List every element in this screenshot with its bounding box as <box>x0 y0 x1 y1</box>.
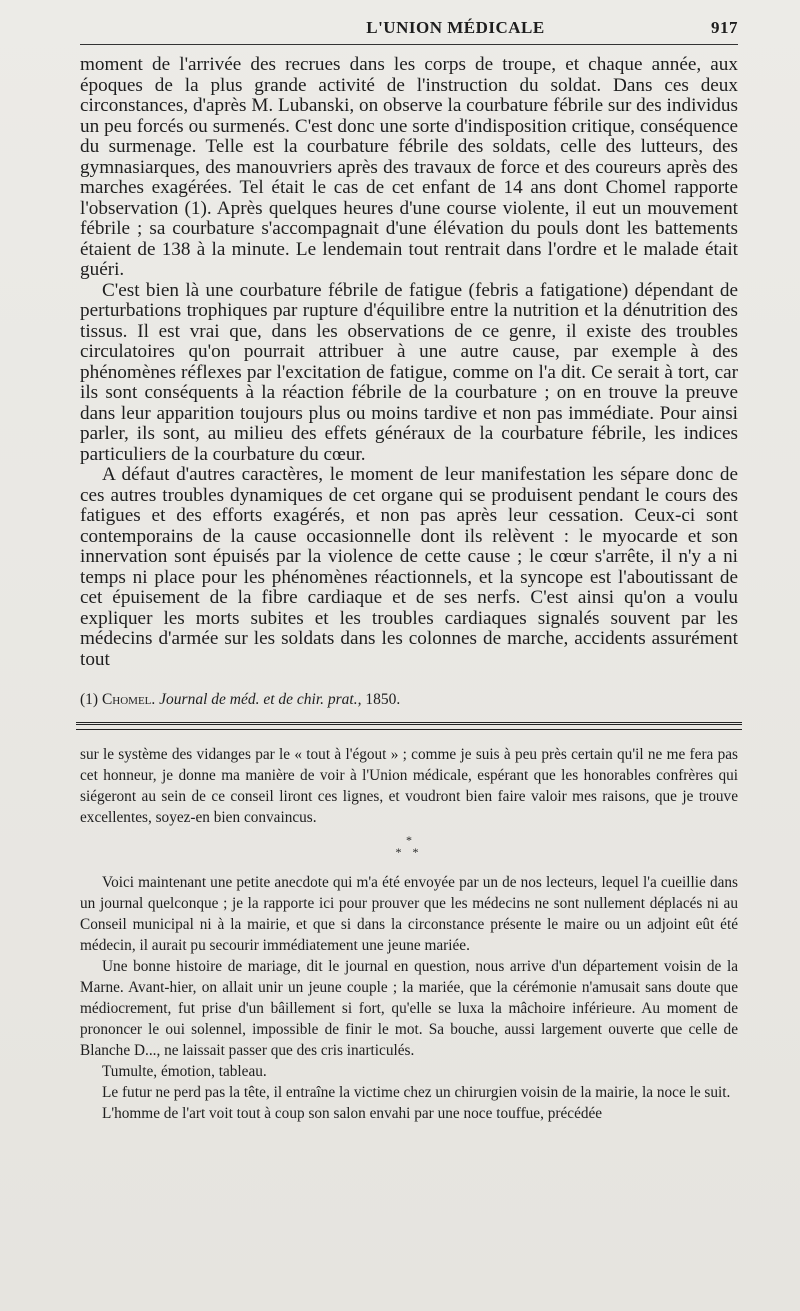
feuilleton-paragraph-3: Une bonne histoire de mariage, dit le journal en question, nous arrive d'un département voisin de la Marne. Avant-hier, on allait unir un jeune couple ; la mariée, que la cérémonie n'amusait sans doute que médiocrement, fut prise d'un bâillement si fort, qu'elle se luxa la mâchoire inférieure. Au moment de prononcer le oui solennel, impossible de finir le mot. Sa bouche, aussi largement ouverte que celle de Blanche D..., ne laissait passer que des cris inarticulés. <box>80 958 738 1059</box>
feuilleton-paragraph-6: L'homme de l'art voit tout à coup son salon envahi par une noce touffue, précédée <box>102 1105 603 1122</box>
footnote <box>80 690 738 710</box>
feuilleton-paragraph-1: sur le système des vidanges par le « tout à l'égout » ; comme je suis à peu près certain qu'il ne me fera pas cet honneur, je donne ma manière de voir à l'Union médicale, espérant que les honorables confrères qui siégeront au sein de ce conseil liront ces lignes, et voudront bien faire valoir mes raisons, que je trouve excellentes, soyez-en bien convaincus. <box>80 746 738 826</box>
feuilleton-text <box>80 744 738 1124</box>
footnote-author: Chomel. <box>101 691 156 708</box>
main-text <box>80 55 738 670</box>
separator-star-bottom: * * <box>395 845 423 859</box>
footnote-marker: (1) <box>80 691 99 708</box>
journal-title: L'UNION MÉDICALE <box>366 18 545 37</box>
section-separator <box>80 834 738 858</box>
footnote-year: 1850. <box>365 691 401 708</box>
feuilleton-paragraph-2: Voici maintenant une petite anecdote qui m'a été envoyée par un de nos lecteurs, lequel l'a cueillie dans un journal quelconque ; je la rapporte ici pour prouver que les médecins ne sont nullement déplacés ni au Conseil municipal ni à la mairie, et que si dans la circonstance présente le maire ou un adjoint eût été médecin, il aurait pu secourir immédiatement une jeune mariée. <box>80 874 738 954</box>
header-rule <box>80 44 738 45</box>
paragraph-1: moment de l'arrivée des recrues dans les corps de troupe, et chaque année, aux époques de la plus grande activité de l'instruction du soldat. Dans ces deux circonstances, d'après M. Lubanski, on observe la courbature fébrile sur des individus un peu forcés ou surmenés. C'est donc une sorte d'indisposition critique, conséquence du surmenage. Telle est la courbature fébrile des soldats, celle des lutteurs, des gymnasiarques, des manouvriers après des travaux de force et des coureurs après des marches exagérées. Tel était le cas de cet enfant de 14 ans dont Chomel rapporte l'observation (1). Après quelques heures d'une course violente, il eut un mouvement fébrile ; sa courbature s'accompagnait d'une élévation du pouls dont les battements étaient de 138 à la minute. Le lendemain tout rentrait dans l'ordre et le malade était guéri. <box>80 54 738 280</box>
running-header <box>80 18 738 44</box>
page-number: 917 <box>711 18 738 37</box>
feuilleton-paragraph-5: Le futur ne perd pas la tête, il entraîne la victime chez un chirurgien voisin de la mairie, la noce le suit. <box>102 1084 731 1101</box>
paragraph-2: C'est bien là une courbature fébrile de fatigue (febris a fatigatione) dépendant de perturbations trophiques par rupture d'équilibre entre la nutrition et la dénutrition des tissus. Il est vrai que, dans les observations de ce genre, il existe des troubles circulatoires qu'on pourrait attribuer à une autre cause, par exemple à des phénomènes réflexes par l'excitation de fatigue, comme on l'a dit. Ce serait à tort, car ils sont conséquents à la réaction fébrile de la courbature ; on en trouve la preuve dans leur apparition toujours plus ou moins tardive et non pas immédiate. Pour ainsi parler, ils sont, au milieu des effets généraux de la courbature fébrile, les indices particuliers de la courbature du cœur. <box>80 279 738 465</box>
feuilleton-paragraph-4: Tumulte, émotion, tableau. <box>102 1063 267 1080</box>
feuilleton-divider <box>76 722 742 730</box>
separator-star-top: * <box>406 833 412 847</box>
paragraph-3: A défaut d'autres caractères, le moment de leur manifestation les sépare donc de ces autres troubles dynamiques de cet organe qui se produisent pendant le cours des fatigues et des efforts exagérés, et non pas après leur cessation. Ceux-ci sont contemporains de la cause occasionnelle dont ils relèvent : le myocarde et son innervation sont épuisés par la violence de cette cause ; le cœur s'arrête, il n'y a ni temps ni place pour les phénomènes réactionnels, et la syncope est l'aboutissant de cet épuisement de la fibre cardiaque et de ses nerfs. C'est ainsi qu'on a voulu expliquer les morts subites et les troubles cardiaques signalés souvent par les médecins d'armée sur les soldats dans les colonnes de marche, accidents assurément tout <box>80 464 738 670</box>
footnote-journal: Journal de méd. et de chir. prat., <box>159 691 362 708</box>
